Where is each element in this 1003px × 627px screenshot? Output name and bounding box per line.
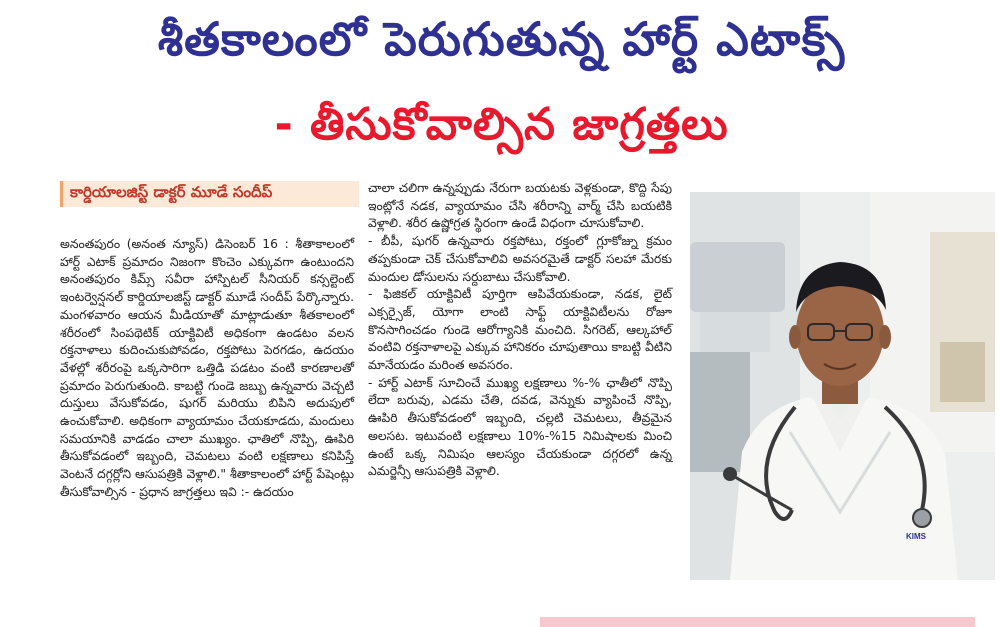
article-paragraph: - హార్ట్ ఎటాక్ సూచించే ముఖ్య లక్షణాలు %-% ఛాతీలో నొప్పి లేదా బరువు, ఎడమ చేతి, దవడ, వెన్నుకు వ్యాపించే నొప్పి, ఊపిరి తీసుకోవడంలో ఇబ్బంది, చల్లటి చెమటలు, తీవ్రమైన అలసట. ఇటువంటి లక్షణాలు 10%-%15 నిమిషాలకు మించి ఉంటే ఒక్క నిమిషం ఆలస్యం చేయకుండా దగ్గరలో ఉన్న ఎమర్జెన్సీ ఆసుపత్రికి వెళ్లాలి. (368, 375, 672, 479)
article-paragraph: చాలా చలిగా ఉన్నప్పుడు నేరుగా బయటకు వెళ్లకుండా, కొద్ది సేపు ఇంట్లోనే నడక, వ్యాయామం చేసి శరీరాన్ని వార్మ్ చేసి బయటికి వెళ్లాలి. శరీర ఉష్ణోగ్రత స్థిరంగా ఉండే విధంగా చూసుకోవాలి. (368, 181, 672, 231)
doctor-photo (690, 192, 995, 580)
headline-line-2: - తీసుకోవాల్సిన జాగ్రత్తలు (274, 99, 729, 150)
headline-line-1: శీతకాలంలో పెరుగుతున్న హార్ట్ ఎటాక్స్ (157, 12, 846, 66)
byline: కార్డియాలజిస్ట్ డాక్టర్ మూడే సందీప్ (70, 183, 273, 201)
shirt-logo: KIMS (906, 532, 926, 541)
article-column-1 (60, 236, 354, 502)
article-paragraph: - ఫిజికల్ యాక్టివిటీ పూర్తిగా ఆపివేయకుండా, నడక, లైట్ ఎక్సర్సైజ్, యోగా లాంటి సాఫ్ట్ యాక్టివిటీలను రోజూ కొనసాగించడం గుండె ఆరోగ్యానికి మంచిది. సిగరెట్, ఆల్కహాల్ వంటివి రక్తనాళాలపై ఎక్కువ హానికరం చూపుతాయి కాబట్టి వీటిని మానేయడం మరింత అవసరం. (368, 287, 672, 373)
article-column-2 (368, 180, 672, 481)
decorative-bar (540, 617, 975, 627)
article-paragraph: అనంతపురం (అనంత న్యూస్) డిసెంబర్ 16 : శీతాకాలంలో హార్ట్ ఎటాక్ ప్రమాదం నిజంగా కొంచెం ఎక్కువగా ఉంటుందని అనంతపురం కిమ్స్ సవీరా హాస్పిటల్ సీనియర్ కన్సల్టెంట్ ఇంటర్వెన్షనల్ కార్డియాలజిస్ట్ డాక్టర్ మూడే సందీప్ పేర్కొన్నారు. మంగళవారం ఆయన మీడియాతో మాట్లాడుతూ శీతకాలంలో శరీరంలో సింపథెటిక్ యాక్టివిటీ అధికంగా ఉండటం వలన రక్తనాళాలు కుదించుకుపోవడం, రక్తపోటు పెరగడం, ఉదయం వేళల్లో శరీరంపై ఒక్కసారిగా ఒత్తిడి పడటం వంటి కారణాలతో ప్రమాదం పెరుగుతుంది. కాబట్టి గుండె జబ్బు ఉన్నవారు వెచ్చటి దుస్తులు వేసుకోవడం, షుగర్ మరియు బిపిని అదుపులో ఉంచుకోవాలి. అధికంగా వ్యాయామం చేయకూడదు, మందులు సమయానికి వాడడం చాలా ముఖ్యం. ఛాతిలో నొప్పి, ఊపిరి తీసుకోవడంలో ఇబ్బంది, చెమటలు వంటి లక్షణాలు కనిపిస్తే వెంటనే దగ్గర్లోని ఆసుపత్రికి వెళ్లాలి." శీతాకాలంలో హార్ట్ పేషెంట్లు తీసుకోవాల్సిన - ప్రధాన జాగ్రత్తలు ఇవి :- ఉదయం (60, 237, 354, 499)
article-paragraph: - బీపీ, షుగర్ ఉన్నవారు రక్తపోటు, రక్తంలో గ్లూకోజ్ను క్రమం తప్పకుండా చెక్ చేసుకోవాలివి అవసరమైతే డాక్టర్ సలహా మేరకు మందుల డోసులను సర్దుబాటు చేసుకోవాలి. (368, 234, 672, 284)
